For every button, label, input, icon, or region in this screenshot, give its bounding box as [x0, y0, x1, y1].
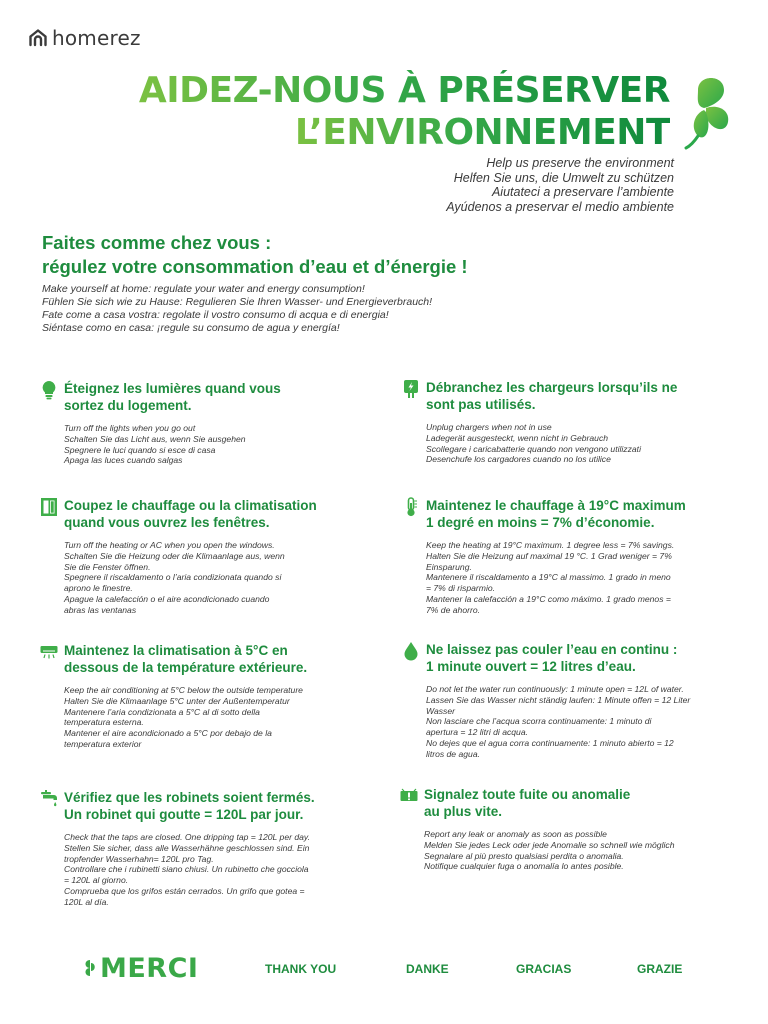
tip-line: = 7% di risparmio.	[426, 583, 496, 594]
brand-logo	[28, 26, 141, 50]
tip-line: Controllare che i rubinetti siano chiusi. Un rubinetto che gocciola	[64, 864, 309, 875]
tip-line: Report any leak or anomaly as soon as possible	[424, 829, 607, 839]
thanks-es: GRACIAS	[516, 962, 572, 976]
tip-line: Scollegare i caricabatterie quando non vengono utilizzati	[426, 443, 641, 454]
tip-report-leaks	[400, 786, 740, 872]
intro-line: Fate come a casa vostra: regolate il vostro consumo di acqua e di energia!	[42, 309, 389, 321]
thanks-en: THANK YOU	[265, 962, 337, 976]
intro-line: Siéntase como en casa: ¡regule su consumo de agua y energía!	[42, 322, 340, 334]
clover-small-icon	[82, 956, 98, 982]
tip-heating	[402, 497, 742, 616]
tip-heading-line: Un robinet qui goutte = 120L par jour.	[64, 807, 304, 822]
tip-line: apertura = 12 litri di acqua.	[426, 727, 528, 738]
tip-heading-line: Maintenez la climatisation à 5°C en	[64, 643, 288, 658]
title-translations	[446, 156, 674, 214]
tip-heading-line: Coupez le chauffage ou la climatisation	[64, 498, 317, 513]
tip-chargers	[402, 379, 742, 465]
tip-line: Spegnere il riscaldamento o l’aria condizionata quando si	[64, 572, 282, 583]
merci-text: MERCI	[100, 953, 199, 984]
tip-heading-line: Vérifiez que les robinets soient fermés.	[64, 790, 315, 805]
thermometer-icon	[402, 497, 420, 517]
translation-es: Ayúdenos a preservar el medio ambiente	[446, 199, 674, 214]
tip-line: litros de agua.	[426, 748, 480, 759]
tip-heading-line: Ne laissez pas couler l’eau en continu :	[426, 642, 678, 657]
tip-heading-line: Éteignez les lumières quand vous	[64, 381, 281, 396]
tip-line: Non lasciare che l’acqua scorra continuamente: 1 minuto di	[426, 716, 652, 727]
tip-line: = 120L al giorno.	[64, 875, 129, 886]
tip-heading-line: 1 degré en moins = 7% d’économie.	[426, 515, 655, 530]
thanks-it: GRAZIE	[637, 962, 683, 976]
house-logo-icon	[28, 28, 48, 48]
tip-line: Mantener el aire acondicionado a 5°C por debajo de la	[64, 728, 272, 739]
intro-heading	[42, 231, 468, 279]
tip-line: Spegnere le luci quando si esce di casa	[64, 444, 216, 455]
tip-line: Melden Sie jedes Leck oder jede Anomalie so schnell wie möglich	[424, 839, 675, 850]
intro-heading-line: Faites comme chez vous :	[42, 232, 272, 253]
tip-line: 7% de ahorro.	[426, 604, 480, 615]
tip-line: abras las ventanas	[64, 604, 137, 615]
tip-heading-line: sont pas utilisés.	[426, 397, 536, 412]
tip-line: Halten Sie die Heizung auf maximal 19 °C. 1 Grad weniger = 7%	[426, 550, 672, 561]
clover-leaf-icon	[684, 68, 730, 150]
lightbulb-icon	[40, 380, 58, 400]
faucet-icon	[40, 789, 58, 809]
page-title-line-2: L’ENVIRONNEMENT	[294, 112, 670, 153]
tip-line: Notifique cualquier fuga o anomalía lo antes posible.	[424, 861, 624, 872]
merci-label	[82, 953, 198, 984]
tip-line: temperatura exterior	[64, 738, 142, 749]
translation-it: Aiutateci a preservare l’ambiente	[491, 185, 674, 199]
tip-line: 120L al día.	[64, 896, 109, 907]
tip-line: Comprueba que los grifos están cerrados. Un grifo que gotea =	[64, 885, 305, 896]
air-conditioner-icon	[40, 642, 58, 662]
tip-line: temperatura esterna.	[64, 717, 144, 728]
tip-air-conditioning	[40, 642, 380, 750]
tip-heading-line: au plus vite.	[424, 804, 503, 819]
brand-name: homerez	[52, 26, 141, 50]
intro-line: Make yourself at home: regulate your water and energy consumption!	[42, 283, 365, 295]
tip-line: Sie die Fenster öffnen.	[64, 561, 151, 572]
tip-line: Unplug chargers when not in use	[426, 422, 552, 432]
tip-line: Mantenere l’aria condizionata a 5°C al di sotto della	[64, 706, 260, 717]
tip-line: tropfender Wasserhahn= 120L pro Tag.	[64, 853, 214, 864]
alert-icon	[400, 786, 418, 806]
tip-line: Halten Sie die Klimaanlage 5°C unter der Außentemperatur	[64, 695, 290, 706]
plug-icon	[402, 379, 420, 399]
intro-translations	[42, 283, 432, 335]
tip-taps	[40, 789, 380, 908]
tip-heading-line: sortez du logement.	[64, 398, 192, 413]
tip-heading-line: 1 minute ouvert = 12 litres d’eau.	[426, 659, 636, 674]
tip-line: Mantener la calefacción a 19°C como máximo. 1 grado menos =	[426, 593, 671, 604]
tip-windows	[40, 497, 380, 616]
tip-line: Do not let the water run continuously: 1 minute open = 12L of water.	[426, 684, 684, 694]
tip-line: Turn off the heating or AC when you open the windows.	[64, 540, 275, 550]
tip-line: Keep the heating at 19°C maximum. 1 degree less = 7% savings.	[426, 540, 675, 550]
page-title-line-1: AIDEZ-NOUS À PRÉSERVER	[138, 70, 670, 111]
water-drop-icon	[402, 641, 420, 661]
tip-heading-line: dessous de la température extérieure.	[64, 660, 308, 675]
tip-line: Wasser	[426, 705, 455, 716]
tip-lights	[40, 380, 380, 466]
tip-line: Einsparung.	[426, 561, 472, 572]
tip-line: aprono le finestre.	[64, 583, 133, 594]
translation-en: Help us preserve the environment	[486, 156, 674, 170]
window-icon	[40, 497, 58, 517]
tip-line: Mantenere il riscaldamento a 19°C al massimo. 1 grado in meno	[426, 572, 671, 583]
tip-line: Segnalare al più presto qualsiasi perdita o anomalia.	[424, 850, 624, 861]
tip-line: Schalten Sie die Heizung oder die Klimaanlage aus, wenn	[64, 550, 285, 561]
tip-line: Check that the taps are closed. One dripping tap = 120L per day.	[64, 832, 310, 842]
tip-line: No dejes que el agua corra continuamente: 1 minuto abierto = 12	[426, 737, 674, 748]
tip-water	[402, 641, 742, 760]
intro-line: Fühlen Sie sich wie zu Hause: Regulieren Sie Ihren Wasser- und Energieverbrauch!	[42, 296, 433, 308]
tip-line: Ladegerät ausgesteckt, wenn nicht in Gebrauch	[426, 432, 609, 443]
tip-heading-line: quand vous ouvrez les fenêtres.	[64, 515, 270, 530]
translation-de: Helfen Sie uns, die Umwelt zu schützen	[453, 170, 674, 185]
tip-line: Apaga las luces cuando salgas	[64, 455, 183, 466]
tip-heading-line: Signalez toute fuite ou anomalie	[424, 787, 631, 802]
tip-line: Lassen Sie das Wasser nicht ständig laufen: 1 Minute offen = 12 Liter	[426, 694, 691, 705]
tip-line: Turn off the lights when you go out	[64, 423, 196, 433]
intro-heading-line: régulez votre consommation d’eau et d’énergie !	[42, 256, 468, 277]
thanks-de: DANKE	[406, 962, 449, 976]
tip-line: Apague la calefacción o el aire acondicionado cuando	[64, 593, 270, 604]
tip-heading-line: Débranchez les chargeurs lorsqu’ils ne	[426, 380, 678, 395]
tip-line: Keep the air conditioning at 5°C below the outside temperature	[64, 685, 303, 695]
tip-line: Stellen Sie sicher, dass alle Wasserhähne geschlossen sind. Ein	[64, 842, 310, 853]
tip-line: Schalten Sie das Licht aus, wenn Sie ausgehen	[64, 433, 246, 444]
tip-heading-line: Maintenez le chauffage à 19°C maximum	[426, 498, 686, 513]
tip-line: Desenchufe los cargadores cuando no los utilice	[426, 454, 611, 465]
